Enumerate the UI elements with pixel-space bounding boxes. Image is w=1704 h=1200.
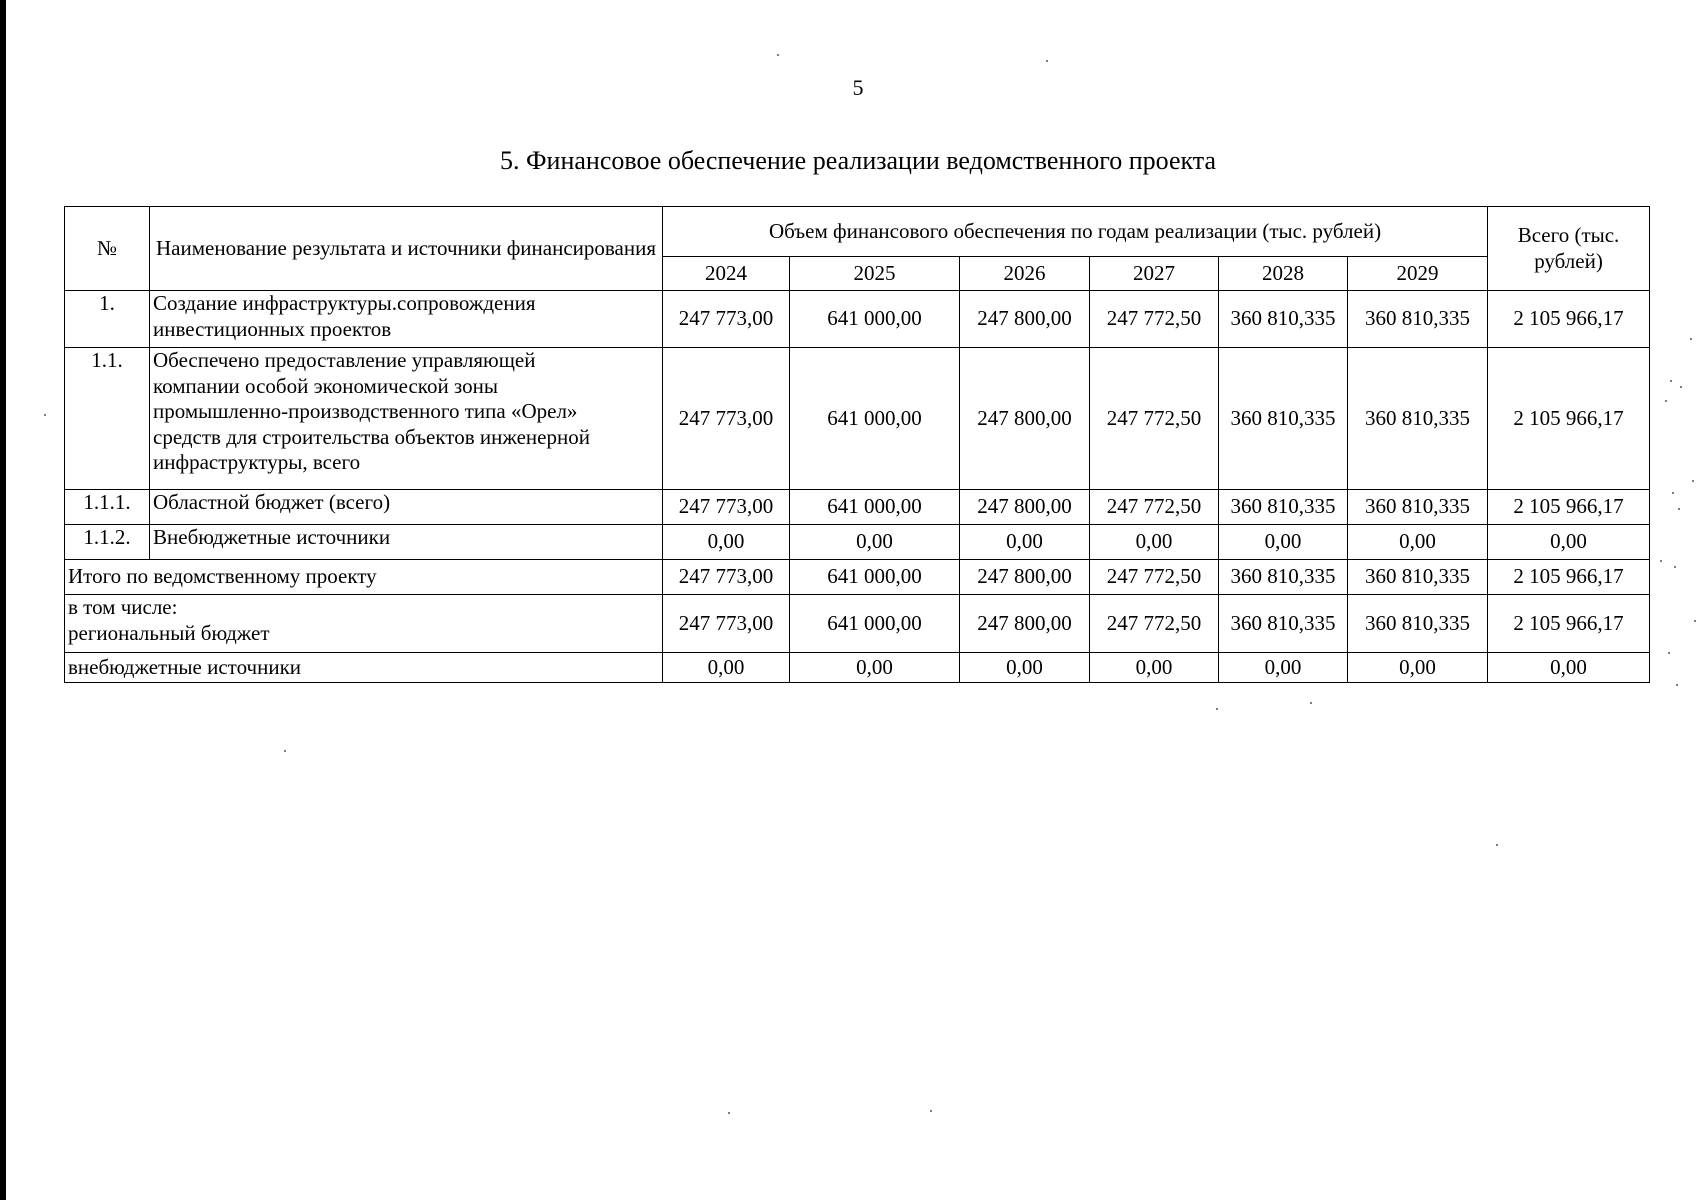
row-name: Областной бюджет (всего) bbox=[150, 490, 663, 525]
scan-speck bbox=[1660, 560, 1662, 562]
offbudget-row bbox=[65, 653, 1650, 683]
scan-speck bbox=[1670, 380, 1672, 382]
header-volume: Объем финансового обеспечения по годам реализации (тыс. рублей) bbox=[663, 207, 1488, 257]
cell-value: 0,00 bbox=[1219, 525, 1348, 560]
table-row bbox=[65, 525, 1650, 560]
cell-value: 360 810,335 bbox=[1348, 348, 1488, 490]
cell-total: 2 105 966,17 bbox=[1488, 560, 1650, 595]
scan-speck bbox=[1674, 566, 1676, 568]
scan-speck bbox=[284, 750, 286, 752]
cell-value: 360 810,335 bbox=[1219, 595, 1348, 653]
cell-value: 0,00 bbox=[1348, 525, 1488, 560]
header-year: 2028 bbox=[1219, 257, 1348, 291]
summary-row bbox=[65, 560, 1650, 595]
row-code: 1.1. bbox=[65, 348, 150, 490]
cell-total: 2 105 966,17 bbox=[1488, 490, 1650, 525]
cell-value: 0,00 bbox=[1348, 653, 1488, 683]
row-code: 1.1.2. bbox=[65, 525, 150, 560]
cell-total: 0,00 bbox=[1488, 525, 1650, 560]
cell-value: 247 773,00 bbox=[663, 560, 790, 595]
cell-value: 641 000,00 bbox=[790, 595, 960, 653]
header-year: 2025 bbox=[790, 257, 960, 291]
cell-value: 0,00 bbox=[1219, 653, 1348, 683]
cell-value: 247 773,00 bbox=[663, 291, 790, 348]
cell-value: 247 772,50 bbox=[1090, 348, 1219, 490]
scan-speck bbox=[1310, 702, 1312, 704]
cell-value: 360 810,335 bbox=[1219, 348, 1348, 490]
scan-speck bbox=[930, 1110, 932, 1112]
cell-value: 0,00 bbox=[960, 653, 1090, 683]
table-row bbox=[65, 490, 1650, 525]
scan-left-edge bbox=[0, 0, 6, 1200]
cell-total: 2 105 966,17 bbox=[1488, 595, 1650, 653]
row-code: 1.1.1. bbox=[65, 490, 150, 525]
financing-table bbox=[64, 206, 1650, 683]
header-name: Наименование результата и источники финансирования bbox=[150, 207, 663, 291]
cell-value: 0,00 bbox=[1090, 653, 1219, 683]
cell-value: 641 000,00 bbox=[790, 291, 960, 348]
row-name: Создание инфраструктуры.сопровождения инвестиционных проектов bbox=[150, 291, 663, 348]
scan-speck bbox=[44, 414, 46, 416]
header-total: Всего (тыс. рублей) bbox=[1488, 207, 1650, 291]
cell-value: 247 772,50 bbox=[1090, 595, 1219, 653]
row-name: Обеспечено предоставление управляющей компании особой экономической зоны промышленно-производственного типа «Орел» средств для строительства объектов инженерной инфраструктуры, всего bbox=[150, 348, 663, 490]
cell-value: 0,00 bbox=[1090, 525, 1219, 560]
scan-speck bbox=[728, 1112, 730, 1114]
cell-value: 360 810,335 bbox=[1348, 490, 1488, 525]
cell-value: 641 000,00 bbox=[790, 490, 960, 525]
scan-speck bbox=[1678, 508, 1680, 510]
scan-speck bbox=[1692, 480, 1694, 482]
table-row bbox=[65, 291, 1650, 348]
cell-value: 0,00 bbox=[790, 653, 960, 683]
offbudget-label: внебюджетные источники bbox=[65, 653, 663, 683]
row-code: 1. bbox=[65, 291, 150, 348]
including-label: в том числе: региональный бюджет bbox=[65, 595, 663, 653]
cell-value: 247 800,00 bbox=[960, 560, 1090, 595]
cell-total: 0,00 bbox=[1488, 653, 1650, 683]
scan-speck bbox=[1668, 652, 1670, 654]
cell-value: 641 000,00 bbox=[790, 560, 960, 595]
table-row bbox=[65, 348, 1650, 490]
scan-speck bbox=[1694, 620, 1696, 622]
cell-value: 360 810,335 bbox=[1348, 560, 1488, 595]
scan-speck bbox=[777, 54, 779, 56]
cell-value: 247 800,00 bbox=[960, 291, 1090, 348]
section-title: 5. Финансовое обеспечение реализации ведомственного проекта bbox=[500, 146, 1216, 175]
scan-speck bbox=[1665, 400, 1667, 402]
summary-label: Итого по ведомственному проекту bbox=[65, 560, 663, 595]
scan-speck bbox=[1496, 844, 1498, 846]
cell-value: 360 810,335 bbox=[1219, 490, 1348, 525]
cell-value: 247 772,50 bbox=[1090, 490, 1219, 525]
header-num: № bbox=[65, 207, 150, 291]
scan-speck bbox=[1690, 338, 1692, 340]
scan-speck bbox=[1046, 60, 1048, 62]
cell-total: 2 105 966,17 bbox=[1488, 348, 1650, 490]
header-year: 2024 bbox=[663, 257, 790, 291]
header-year: 2027 bbox=[1090, 257, 1219, 291]
cell-value: 247 773,00 bbox=[663, 348, 790, 490]
cell-value: 0,00 bbox=[960, 525, 1090, 560]
cell-total: 2 105 966,17 bbox=[1488, 291, 1650, 348]
cell-value: 247 773,00 bbox=[663, 490, 790, 525]
row-name: Внебюджетные источники bbox=[150, 525, 663, 560]
including-row bbox=[65, 595, 1650, 653]
header-year: 2026 bbox=[960, 257, 1090, 291]
cell-value: 360 810,335 bbox=[1219, 291, 1348, 348]
header-year: 2029 bbox=[1348, 257, 1488, 291]
cell-value: 0,00 bbox=[790, 525, 960, 560]
cell-value: 247 800,00 bbox=[960, 348, 1090, 490]
cell-value: 0,00 bbox=[663, 525, 790, 560]
cell-value: 360 810,335 bbox=[1219, 560, 1348, 595]
scan-speck bbox=[1672, 492, 1674, 494]
cell-value: 247 772,50 bbox=[1090, 560, 1219, 595]
cell-value: 247 800,00 bbox=[960, 595, 1090, 653]
cell-value: 247 800,00 bbox=[960, 490, 1090, 525]
cell-value: 360 810,335 bbox=[1348, 291, 1488, 348]
scan-speck bbox=[1216, 708, 1218, 710]
cell-value: 0,00 bbox=[663, 653, 790, 683]
scan-speck bbox=[1680, 386, 1682, 388]
cell-value: 247 772,50 bbox=[1090, 291, 1219, 348]
page-number: 5 bbox=[852, 75, 864, 100]
cell-value: 641 000,00 bbox=[790, 348, 960, 490]
cell-value: 360 810,335 bbox=[1348, 595, 1488, 653]
scan-speck bbox=[1676, 684, 1678, 686]
cell-value: 247 773,00 bbox=[663, 595, 790, 653]
